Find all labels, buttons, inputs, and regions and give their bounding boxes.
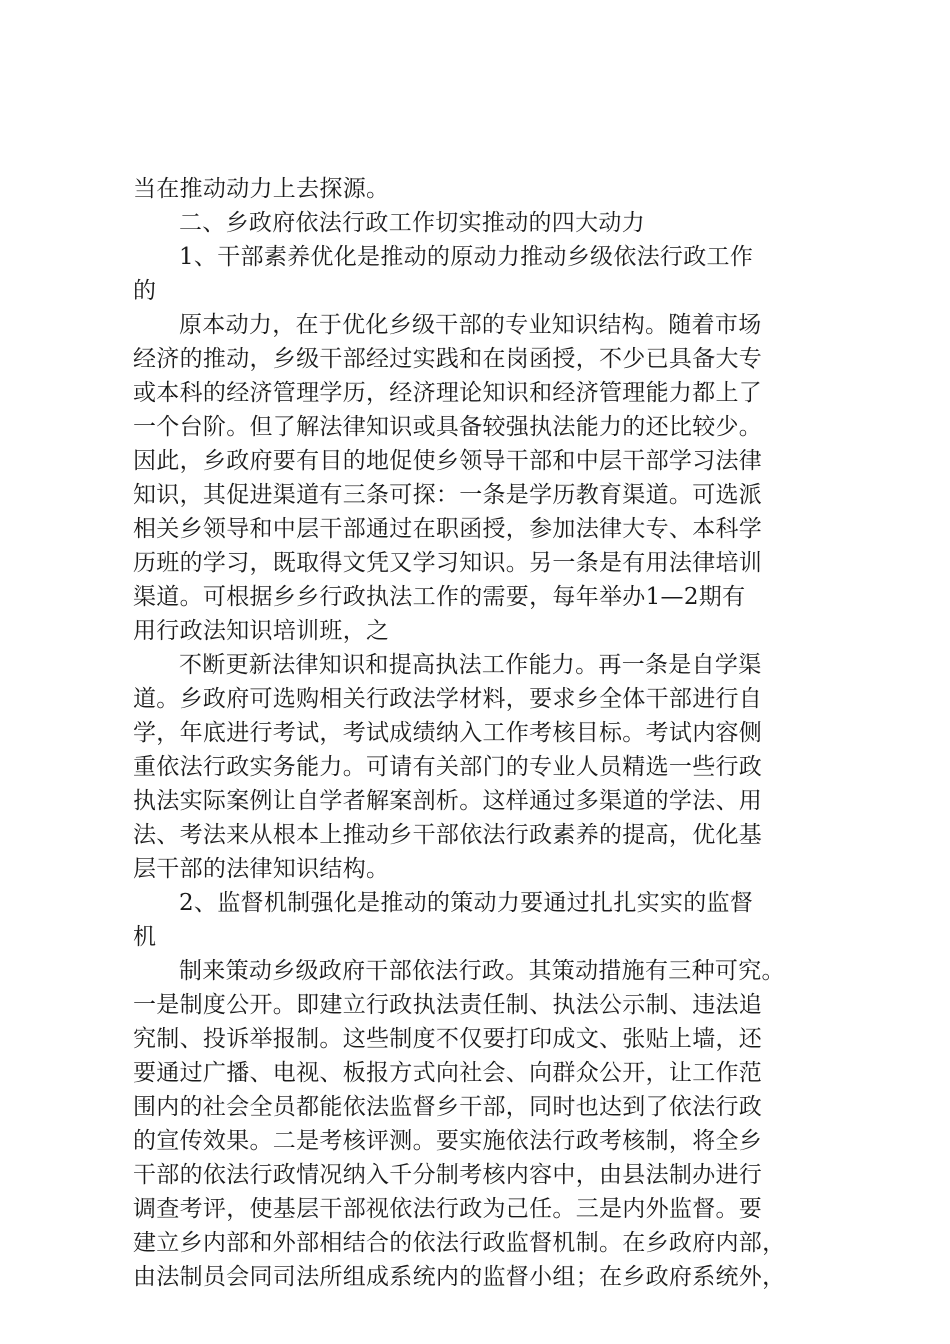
text-line: 相关乡领导和中层干部通过在职函授，参加法律大专、本科学 bbox=[133, 516, 763, 542]
text-line: 干部的依法行政情况纳入千分制考核内容中，由县法制办进行 bbox=[133, 1162, 763, 1188]
text-line: 学，年底进行考试，考试成绩纳入工作考核目标。考试内容侧 bbox=[133, 720, 763, 746]
text-line: 执法实际案例让自学者解案剖析。这样通过多渠道的学法、用 bbox=[133, 788, 763, 814]
text-line: 知识，其促进渠道有三条可探：一条是学历教育渠道。可选派 bbox=[133, 482, 763, 508]
text-line: 重依法行政实务能力。可请有关部门的专业人员精选一些行政 bbox=[133, 754, 763, 780]
text-line: 围内的社会全员都能依法监督乡干部，同时也达到了依法行政 bbox=[133, 1094, 763, 1120]
text-line: 层干部的法律知识结构。 bbox=[133, 856, 390, 882]
document-body bbox=[133, 172, 833, 1294]
text-line: 要通过广播、电视、板报方式向社会、向群众公开，让工作范 bbox=[133, 1060, 763, 1086]
text-line: 经济的推动，乡级干部经过实践和在岗函授，不少已具备大专 bbox=[133, 346, 763, 372]
text-line: 历班的学习，既取得文凭又学习知识。另一条是有用法律培训 bbox=[133, 550, 763, 576]
text-line: 的 bbox=[133, 278, 157, 304]
text-line: 因此，乡政府要有目的地促使乡领导干部和中层干部学习法律 bbox=[133, 448, 763, 474]
text-line: 渠道。可根据乡乡行政执法工作的需要，每年举办1—2期有 bbox=[133, 584, 746, 610]
text-line: 调查考评，使基层干部视依法行政为己任。三是内外监督。要 bbox=[133, 1196, 763, 1222]
text-line: 不断更新法律知识和提高执法工作能力。再一条是自学渠 bbox=[179, 652, 762, 678]
text-line: 一是制度公开。即建立行政执法责任制、执法公示制、违法追 bbox=[133, 992, 763, 1018]
text-line: 用行政法知识培训班，之 bbox=[133, 618, 390, 644]
text-line: 法、考法来从根本上推动乡干部依法行政素养的提高，优化基 bbox=[133, 822, 763, 848]
text-line: 制来策动乡级政府干部依法行政。其策动措施有三种可究。 bbox=[179, 958, 785, 984]
text-line: 二、乡政府依法行政工作切实推动的四大动力 bbox=[179, 210, 645, 236]
text-line: 的宣传效果。二是考核评测。要实施依法行政考核制，将全乡 bbox=[133, 1128, 763, 1154]
text-line: 原本动力，在于优化乡级干部的专业知识结构。随着市场 bbox=[179, 312, 762, 338]
text-line: 一个台阶。但了解法律知识或具备较强执法能力的还比较少。 bbox=[133, 414, 763, 440]
text-line: 由法制员会同司法所组成系统内的监督小组；在乡政府系统外， bbox=[133, 1264, 786, 1290]
text-line: 究制、投诉举报制。这些制度不仅要打印成文、张贴上墙，还 bbox=[133, 1026, 763, 1052]
text-line: 当在推动动力上去探源。 bbox=[133, 176, 390, 202]
text-line: 机 bbox=[133, 924, 157, 950]
text-line: 或本科的经济管理学历，经济理论知识和经济管理能力都上了 bbox=[133, 380, 763, 406]
text-line: 2、监督机制强化是推动的策动力要通过扎扎实实的监督 bbox=[179, 890, 754, 916]
text-line: 道。乡政府可选购相关行政法学材料，要求乡全体干部进行自 bbox=[133, 686, 763, 712]
text-line: 1、干部素养优化是推动的原动力推动乡级依法行政工作 bbox=[179, 244, 754, 270]
text-line: 建立乡内部和外部相结合的依法行政监督机制。在乡政府内部， bbox=[133, 1230, 786, 1256]
